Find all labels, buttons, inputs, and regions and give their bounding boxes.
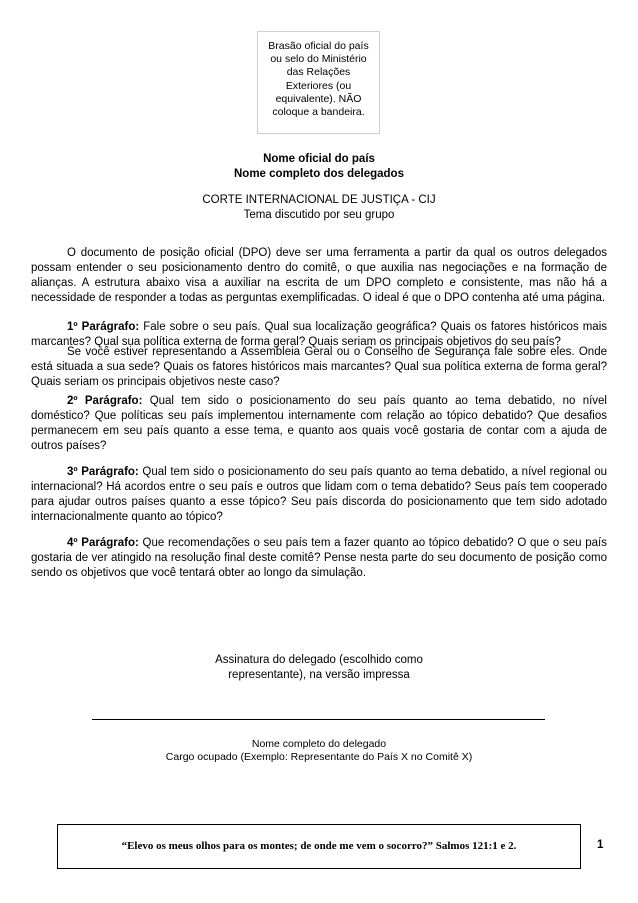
paragraph-1-continuation: Se você estiver representando a Assembleia Geral ou o Conselho de Segurança fale sobre eles. Onde está situada a sua sede? Quais os fatores históricos mais marcantes? Qual sua política externa de forma geral? Quais seriam os principais objetivos neste caso? [31, 346, 607, 388]
paragraph-1-text: Fale sobre o seu país. Qual sua localização geográfica? Quais os fatores históricos mais marcantes? Qual sua política externa de forma geral? Quais seriam os principais objetivos do seu país? [31, 321, 607, 348]
paragraph-3-label: 3º Parágrafo: [67, 466, 139, 478]
paragraph-1-label: 1º Parágrafo: [67, 321, 140, 333]
delegates-name: Nome completo dos delegados [234, 168, 404, 180]
delegate-full-name: Nome completo do delegado [251, 738, 387, 750]
paragraph-4-label: 4º Parágrafo: [67, 537, 139, 549]
intro-paragraph: O documento de posição oficial (DPO) deve ser uma ferramenta a partir da qual os outros delegados possam entender o seu posicionamento dentro do comitê, o que auxilia nas negociações e na formação de alianças. A estrutura abaixo visa a auxiliar na escrita de um DPO completo e consistente, mas não há a necessidade de responder a todas as perguntas exemplificadas. O ideal é que o DPO contenha até uma página. [31, 247, 607, 304]
paragraph-3 [31, 465, 607, 525]
delegate-position: Cargo ocupado (Exemplo: Representante do País X no Comitê X) [165, 751, 473, 763]
country-name: Nome oficial do país [263, 153, 375, 165]
paragraph-2-label: 2º Parágrafo: [67, 395, 143, 407]
coat-of-arms-placeholder [257, 31, 380, 134]
footer-quote: “Elevo os meus olhos para os montes; de onde me vem o socorro?” Salmos 121:1 e 2. [121, 840, 517, 852]
signature-line [92, 719, 545, 720]
topic-line: Tema discutido por seu grupo [243, 209, 395, 221]
seal-instructions: Brasão oficial do país ou selo do Ministério das Relações Exteriores (ou equivalente). NÃO coloque a bandeira. [268, 40, 369, 119]
court-title: CORTE INTERNACIONAL DE JUSTIÇA - CIJ [202, 194, 436, 206]
paragraph-2-text: Qual tem sido o posicionamento do seu país quanto ao tema debatido, no nível doméstico? Que políticas seu país implementou internamente com relação ao tópico debatido? Que desafios permanecem em seu país quanto a esse tema, e quanto aos quais você gostaria de contar com a ajuda de outros países? [31, 395, 607, 452]
paragraph-4 [31, 536, 607, 581]
paragraph-4-text: Que recomendações o seu país tem a fazer quanto ao tópico debatido? O que o seu país gostaria de ver atingido na resolução final deste comitê? Pense nesta parte do seu documento de posição como sendo os objetivos que você tentará obter ao longo da simulação. [31, 537, 607, 579]
signature-instruction-line-1: Assinatura do delegado (escolhido como [215, 654, 423, 666]
paragraph-3-text: Qual tem sido o posicionamento do seu país quanto ao tema debatido, a nível regional ou internacional? Há acordos entre o seu país e outros que lidam com o tema debatido? Seus país tem cooperado para ajudar outros países quanto a esse tópico? Seu país discorda do posicionamento que tem sido adotado internacionalmente quanto ao tópico? [31, 466, 607, 523]
footer-quote-box [57, 824, 581, 869]
signature-instructions [0, 653, 638, 683]
paragraph-2 [31, 394, 607, 454]
page-number: 1 [597, 839, 604, 851]
signature-instruction-line-2: representante), na versão impressa [228, 669, 410, 681]
